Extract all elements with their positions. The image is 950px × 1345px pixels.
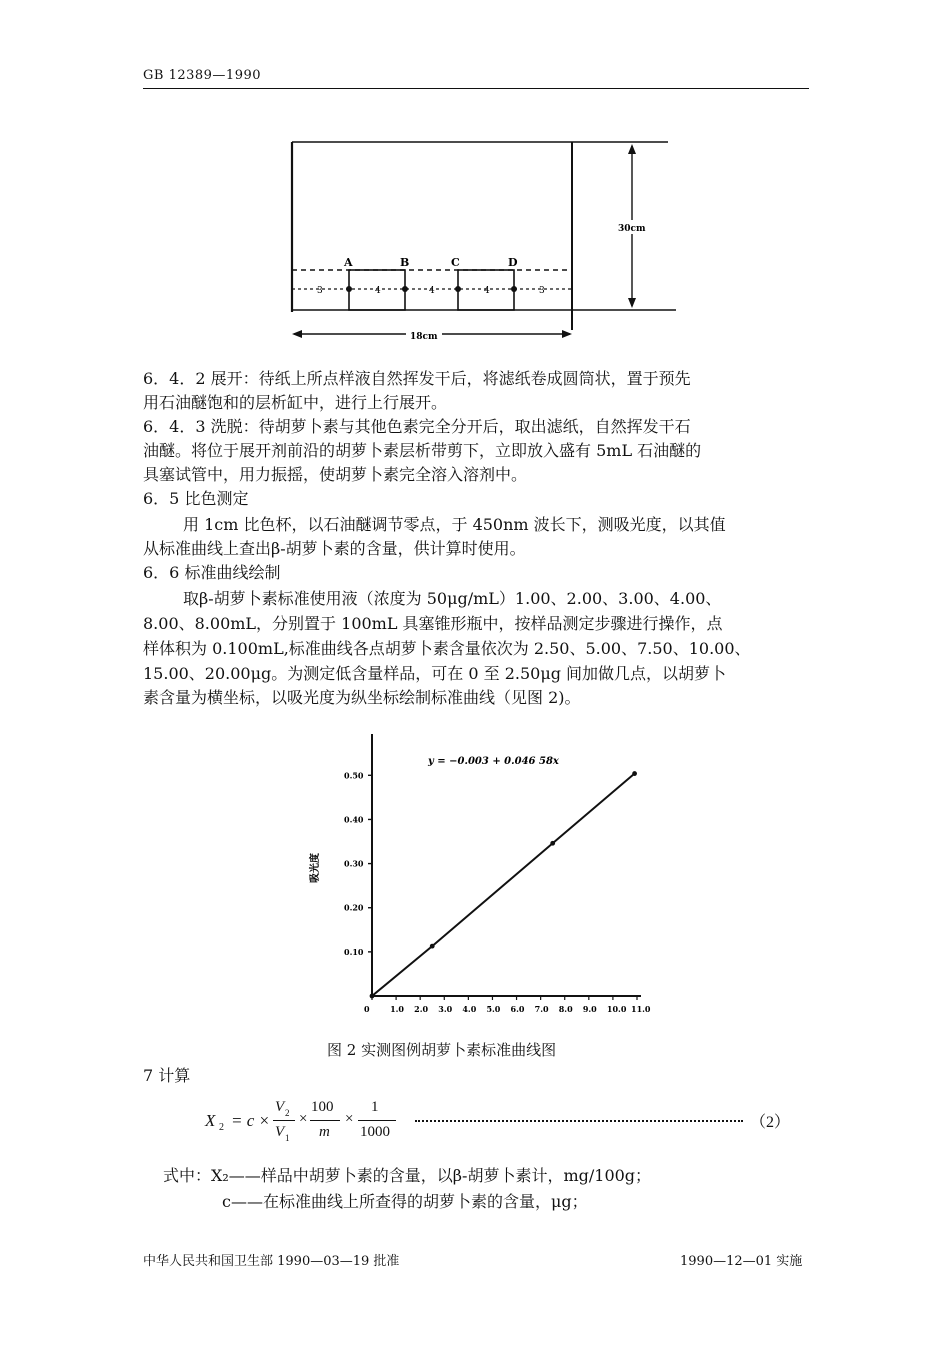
section-6-5-line2: 从标准曲线上查出β-胡萝卜素的含量，供计算时使用。 <box>143 539 526 558</box>
document-code: GB 12389—1990 <box>143 68 262 83</box>
formula-2 <box>205 1095 805 1147</box>
formula-v1-sub: 1 <box>285 1133 290 1143</box>
formula-one: 1 <box>371 1099 379 1115</box>
point-label-c: C <box>451 256 460 269</box>
formula-v1: V <box>275 1124 285 1140</box>
x-tick-label: 1.0 <box>390 1004 405 1014</box>
spot-d <box>511 286 517 292</box>
footer-approval: 中华人民共和国卫生部 1990—03—19 批准 <box>143 1254 400 1269</box>
figure-2-caption: 图 2 实测图例胡萝卜素标准曲线图 <box>327 1041 557 1059</box>
x-tick-label: 7.0 <box>534 1004 549 1014</box>
data-point <box>550 841 555 846</box>
section-6-6-line2: 8.00、8.00mL，分别置于 100mL 具塞锥形瓶中，按样品测定步骤进行操作，点 <box>143 614 723 633</box>
section-6-4-2-line2: 用石油醚饱和的层析缸中，进行上行展开。 <box>143 393 448 412</box>
segment-label-2: 4 <box>375 286 381 296</box>
formula-v2: V <box>275 1099 285 1115</box>
segment-label-4: 4 <box>484 286 490 296</box>
formula-times-1: × <box>299 1111 308 1127</box>
formula-v2-sub: 2 <box>285 1108 290 1118</box>
x-tick-label: 4.0 <box>462 1004 477 1014</box>
footer-implementation: 1990—12—01 实施 <box>680 1254 803 1269</box>
spot-a <box>346 286 352 292</box>
y-tick-label: 0.30 <box>344 858 364 869</box>
chart-equation: y = −0.003 + 0.046 58x <box>428 756 559 767</box>
formula-lhs-sub: 2 <box>219 1122 224 1133</box>
formula-lhs: X <box>205 1111 216 1130</box>
section-6-6-line3: 样体积为 0.100mL,标准曲线各点胡萝卜素含量依次为 2.50、5.00、7.50、10.00、 <box>143 639 751 658</box>
chromatography-paper-diagram <box>280 120 700 350</box>
formula-times-2: × <box>345 1111 354 1127</box>
x-tick-label: 3.0 <box>438 1004 453 1014</box>
data-point <box>370 994 375 999</box>
x-tick-label: 5.0 <box>486 1004 501 1014</box>
data-point <box>632 771 637 776</box>
x-tick-label: 10.0 <box>606 1004 627 1014</box>
formula-thousand: 1000 <box>360 1124 390 1140</box>
formula-number: （2） <box>750 1114 791 1131</box>
formula-m: m <box>319 1124 330 1140</box>
formula-hundred: 100 <box>311 1099 334 1115</box>
section-6-5-line1: 用 1cm 比色杯，以石油醚调节零点，于 450nm 波长下，测吸光度，以其值 <box>183 515 726 534</box>
height-arrow-top <box>628 144 636 154</box>
spot-c <box>455 286 461 292</box>
standard-curve-line <box>372 774 635 996</box>
x-tick-label: 9.0 <box>582 1004 597 1014</box>
section-6-6-line1: 取β-胡萝卜素标准使用液（浓度为 50μg/mL）1.00、2.00、3.00、4.00、 <box>183 589 722 608</box>
width-arrow-right <box>562 330 572 338</box>
section-6-4-3-line3: 具塞试管中，用力振摇，使胡萝卜素完全溶入溶剂中。 <box>143 465 528 484</box>
section-6-4-3-line2: 油醚。将位于展开剂前沿的胡萝卜素层析带剪下，立即放入盛有 5mL 石油醚的 <box>143 441 702 460</box>
section-7-title: 7 计算 <box>143 1066 191 1085</box>
section-6-6-title: 6．6 标准曲线绘制 <box>143 563 281 582</box>
variable-definition-c: c——在标准曲线上所查得的胡萝卜素的含量，μg； <box>222 1192 588 1211</box>
formula-leader-dots <box>415 1120 743 1122</box>
segment-label-3: 4 <box>429 286 435 296</box>
width-label: 18cm <box>410 332 438 342</box>
y-tick-label: 0.10 <box>344 946 364 957</box>
data-point <box>430 944 435 949</box>
section-6-5-title: 6．5 比色测定 <box>143 489 249 508</box>
section-6-6-line4: 15.00、20.00μg。为测定低含量样品，可在 0 至 2.50μg 间加做几点，以胡萝卜 <box>143 664 727 683</box>
x-tick-label: 6.0 <box>510 1004 525 1014</box>
segment-label-5: 3 <box>539 286 545 296</box>
point-label-d: D <box>508 256 518 269</box>
width-arrow-left <box>292 330 302 338</box>
spot-b <box>402 286 408 292</box>
segment-label-1: 3 <box>317 286 323 296</box>
y-tick-label: 0.50 <box>344 770 364 781</box>
section-6-4-2-line1: 6．4．2 展开：待纸上所点样液自然挥发干后，将滤纸卷成圆筒状，置于预先 <box>143 369 691 388</box>
point-label-a: A <box>344 256 353 269</box>
formula-c: = c × <box>231 1111 270 1130</box>
height-label: 30cm <box>618 224 646 234</box>
y-tick-label: 0.20 <box>344 902 364 913</box>
fraction-bar-2 <box>310 1120 340 1121</box>
variable-definition-x2: 式中：X₂——样品中胡萝卜素的含量，以β-胡萝卜素计，mg/100g； <box>163 1166 652 1185</box>
header-rule <box>143 88 809 89</box>
section-6-4-3-line1: 6．4．3 洗脱：待胡萝卜素与其他色素完全分开后，取出滤纸，自然挥发干石 <box>143 417 691 436</box>
x-tick-label: 0 <box>364 1004 370 1014</box>
chart-ylabel: 吸光度 <box>310 853 321 883</box>
point-label-b: B <box>400 256 410 269</box>
section-6-6-line5: 素含量为横坐标，以吸光度为纵坐标绘制标准曲线（见图 2)。 <box>143 688 581 707</box>
height-arrow-bottom <box>628 298 636 308</box>
x-tick-label: 11.0 <box>631 1004 651 1014</box>
y-tick-label: 0.40 <box>344 814 364 825</box>
fraction-bar-3 <box>358 1120 396 1121</box>
x-tick-label: 2.0 <box>414 1004 429 1014</box>
x-tick-label: 8.0 <box>558 1004 573 1014</box>
fraction-bar-1 <box>273 1120 295 1121</box>
standard-curve-chart <box>300 720 660 1030</box>
